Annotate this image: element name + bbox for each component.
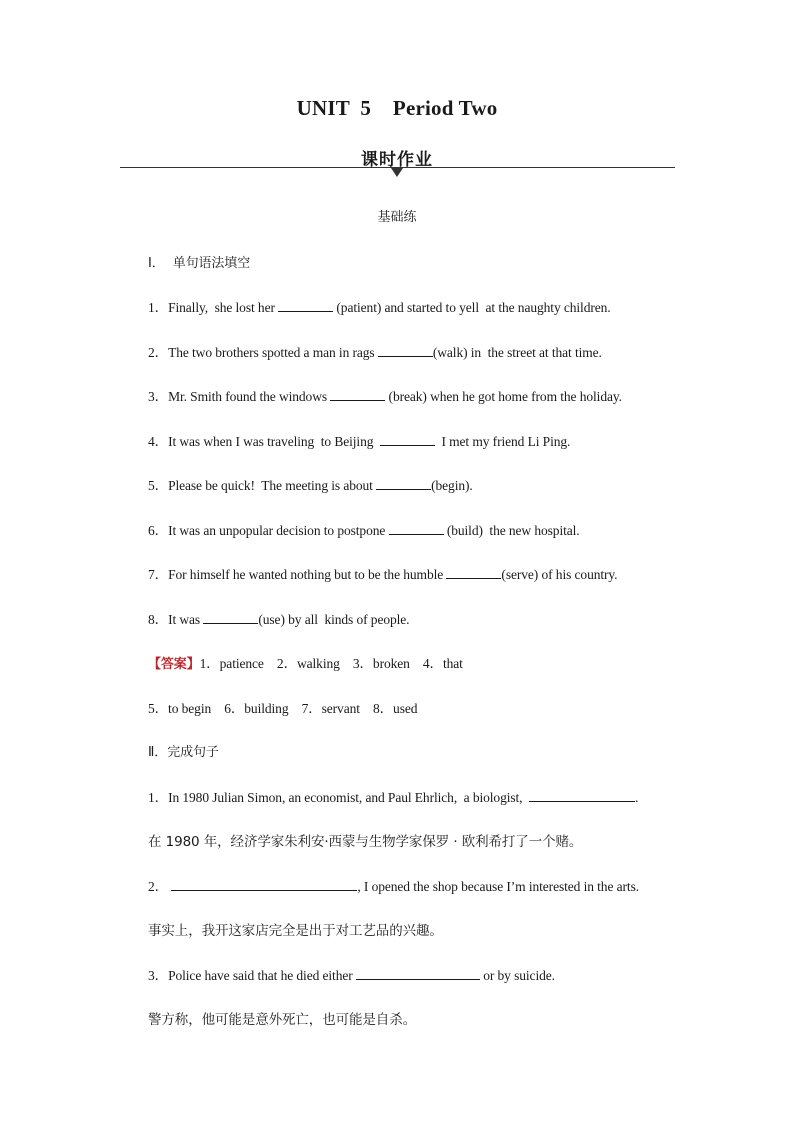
exercise-item [148,474,473,494]
exercise-item [148,385,622,405]
sentence-item [148,786,638,806]
answer-blank [203,612,258,624]
exercise-item [148,608,409,628]
part1-heading: Ⅰ． 单句语法填空 [148,256,251,271]
answer-label: 【答案】 [148,657,200,672]
item-number: 1． [148,790,169,805]
item-number: 5． [148,478,169,493]
answer-blank [446,567,501,579]
item-number: 1． [148,300,169,315]
sentence-item [148,875,639,895]
item-text-after: I met my friend Li Ping. [434,434,571,449]
item-text-before: Mr. Smith found the windows [168,389,331,404]
item-text-before: It was [168,612,204,627]
item-text-before: Please be quick! The meeting is about [168,478,377,493]
exercise-item [148,519,580,539]
exercise-item [148,430,570,450]
answer-blank [278,300,333,312]
item-number: 3． [148,968,169,983]
item-text-before: In 1980 Julian Simon, an economist, and Paul Ehrlich, a biologist, [168,790,529,805]
exercise-item [148,563,617,583]
item-text-after: (build) the new hospital. [443,523,580,538]
exercise-item [148,296,611,316]
answer-blank [380,434,435,446]
sentence-translation: 在 1980 年，经济学家朱利安·西蒙与生物学家保罗 · 欧利希打了一个赌。 [148,834,583,850]
answer-blank [330,389,385,401]
answer-line-2: 5．to begin 6．building 7．servant 8．used [148,701,418,716]
answer-blank [356,968,480,980]
answer-blank [389,523,444,535]
item-text-after: (break) when he got home from the holiday. [385,389,622,404]
sentence-translation: 事实上，我开这家店完全是出于对工艺品的兴趣。 [148,923,443,939]
item-text-before: It was an unpopular decision to postpone [168,523,389,538]
item-number: 2． [148,879,169,894]
item-text-after: (serve) of his country. [501,567,618,582]
item-text-after: or by suicide. [479,968,555,983]
item-text-before: It was when I was traveling to Beijing [168,434,380,449]
item-text-before: For himself he wanted nothing but to be the humble [168,567,447,582]
item-number: 6． [148,523,169,538]
exercise-item [148,341,602,361]
item-text-after: , I opened the shop because I’m interested in the arts. [357,879,639,894]
item-number: 7． [148,567,169,582]
answer-key [148,652,463,672]
item-text-after: . [635,790,639,805]
answer-blank [378,345,433,357]
item-number: 4． [148,434,169,449]
answer-blank [171,879,357,891]
sentence-translation: 警方称，他可能是意外死亡，也可能是自杀。 [148,1012,416,1028]
item-text-before: Police have said that he died either [168,968,356,983]
item-text-after: (begin). [431,478,473,493]
item-text-before: Finally, she lost her [168,300,279,315]
item-text-after: (walk) in the street at that time. [432,345,602,360]
part2-heading: Ⅱ．完成句子 [148,745,219,760]
answer-blank [529,790,635,802]
page-title: UNIT 5 Period Two [296,96,498,120]
divider-arrow-icon [391,168,403,177]
item-text-after: (patient) and started to yell at the naughty children. [333,300,611,315]
answer-line-1: 1．patience 2．walking 3．broken 4．that [199,656,463,671]
item-number: 2． [148,345,169,360]
item-text-after: (use) by all kinds of people. [258,612,410,627]
section-heading: 基础练 [377,210,417,225]
item-text-before: The two brothers spotted a man in rags [168,345,378,360]
sentence-item [148,964,555,984]
answer-blank [376,478,431,490]
page-subtitle: 课时作业 [361,150,433,170]
item-number: 3． [148,389,169,404]
item-number: 8． [148,612,169,627]
